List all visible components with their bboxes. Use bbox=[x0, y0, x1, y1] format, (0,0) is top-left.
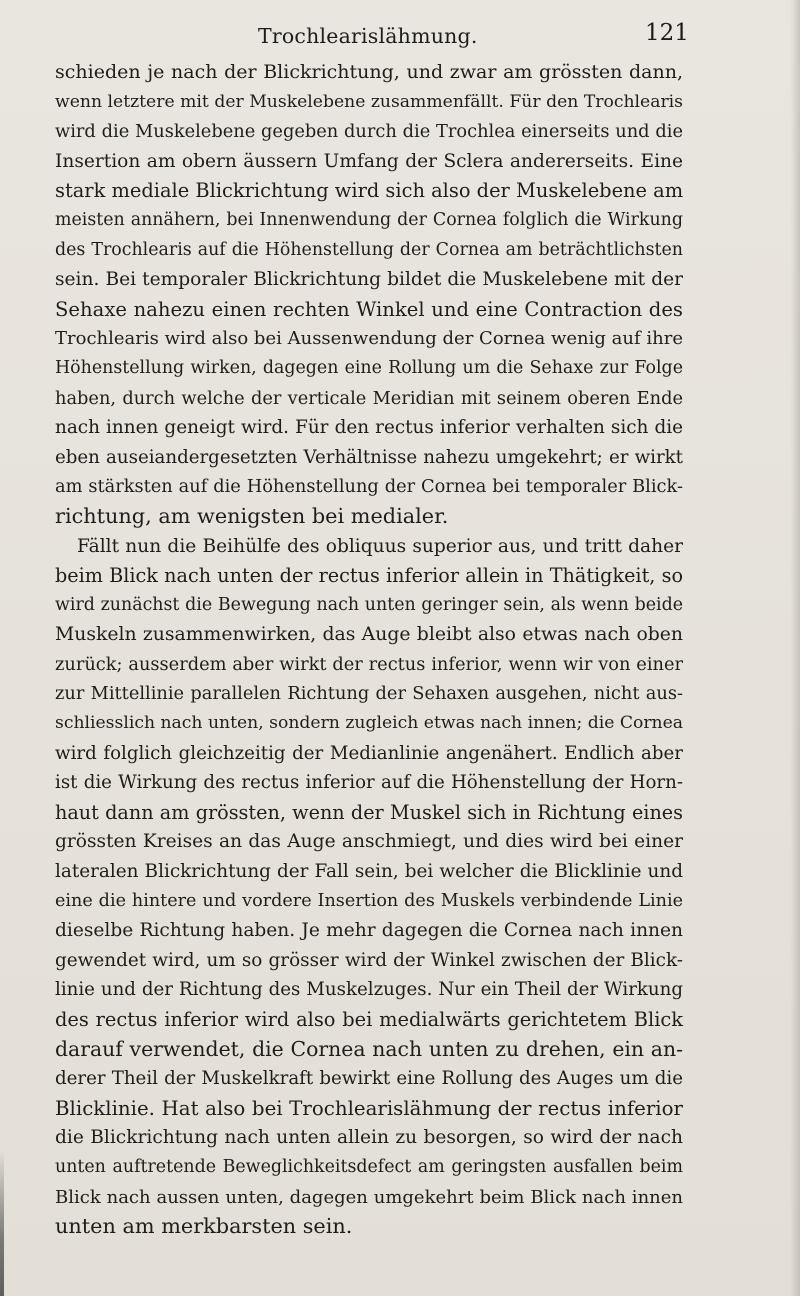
text-line: unten am merkbarsten sein. bbox=[55, 1214, 353, 1239]
text-line: lateralen Blickrichtung der Fall sein, bei welcher die Blicklinie und bbox=[55, 861, 683, 883]
text-line: unten auftretende Beweglichkeitsdefect am geringsten ausfallen beim bbox=[55, 1156, 683, 1177]
text-line: Sehaxe nahezu einen rechten Winkel und eine Contraction des bbox=[55, 297, 683, 321]
text-line: die Blickrichtung nach unten allein zu besorgen, so wird der nach bbox=[55, 1127, 683, 1149]
text-line: zur Mittellinie parallelen Richtung der Sehaxen ausgehen, nicht aus- bbox=[55, 683, 683, 705]
page-header bbox=[0, 20, 800, 60]
text-line: nach innen geneigt wird. Für den rectus inferior verhalten sich die bbox=[55, 417, 683, 439]
text-line: des Trochlearis auf die Höhenstellung der Cornea am beträchtlichsten bbox=[55, 239, 683, 260]
page-edge-shadow bbox=[790, 0, 800, 1296]
text-line: sein. Bei temporaler Blickrichtung bildet die Muskelebene mit der bbox=[55, 269, 683, 291]
text-line: derer Theil der Muskelkraft bewirkt eine Rollung des Auges um die bbox=[55, 1068, 683, 1090]
text-line: am stärksten auf die Höhenstellung der Cornea bei temporaler Blick- bbox=[55, 476, 683, 498]
text-line: wird folglich gleichzeitig der Medianlinie angenähert. Endlich aber bbox=[55, 742, 683, 764]
text-line: eben auseiandergesetzten Verhältnisse nahezu umgekehrt; er wirkt bbox=[55, 446, 683, 468]
text-line: des rectus inferior wird also bei medialwärts gerichtetem Blick bbox=[55, 1008, 683, 1031]
text-line: stark mediale Blickrichtung wird sich also der Muskelebene am bbox=[55, 179, 684, 203]
text-line: schliesslich nach unten, sondern zugleich etwas nach innen; die Cornea bbox=[55, 713, 684, 734]
text-line: meisten annähern, bei Innenwendung der Cornea folglich die Wirkung bbox=[55, 209, 683, 230]
text-line: Muskeln zusammenwirken, das Auge bleibt also etwas nach oben bbox=[55, 624, 683, 646]
text-line: darauf verwendet, die Cornea nach unten zu drehen, ein an- bbox=[55, 1036, 683, 1061]
text-line: beim Blick nach unten der rectus inferior allein in Thätigkeit, so bbox=[55, 564, 683, 588]
text-line: grössten Kreises an das Auge anschmiegt, und dies wird bei einer bbox=[55, 831, 683, 853]
body-text bbox=[55, 58, 683, 1242]
page-number: 121 bbox=[645, 20, 689, 46]
text-line: Blicklinie. Hat also bei Trochlearislähmung der rectus inferior bbox=[55, 1096, 683, 1120]
text-line: richtung, am wenigsten bei medialer. bbox=[55, 503, 449, 528]
text-line: Fällt nun die Beihülfe des obliquus superior aus, und tritt daher bbox=[77, 535, 683, 557]
text-line: Blick nach aussen unten, dagegen umgekehrt beim Blick nach innen bbox=[55, 1186, 683, 1208]
text-line: haben, durch welche der verticale Meridian mit seinem oberen Ende bbox=[55, 387, 683, 409]
text-line: haut dann am grössten, wenn der Muskel sich in Richtung eines bbox=[55, 800, 683, 824]
binding-edge-mark bbox=[0, 1150, 4, 1296]
text-line: eine die hintere und vordere Insertion des Muskels verbindende Linie bbox=[55, 890, 683, 911]
text-line: Insertion am obern äussern Umfang der Sclera andererseits. Eine bbox=[55, 150, 683, 172]
text-line: Trochlearis wird also bei Aussenwendung der Cornea wenig auf ihre bbox=[55, 328, 683, 350]
text-line: dieselbe Richtung haben. Je mehr dagegen die Cornea nach innen bbox=[55, 920, 683, 942]
text-line: schieden je nach der Blickrichtung, und zwar am grössten dann, bbox=[55, 61, 683, 83]
text-line: zurück; ausserdem aber wirkt der rectus inferior, wenn wir von einer bbox=[55, 653, 683, 675]
running-title: Trochlearislähmung. bbox=[258, 24, 478, 48]
text-line: wenn letztere mit der Muskelebene zusammenfällt. Für den Trochlearis bbox=[55, 91, 683, 112]
text-line: wird zunächst die Bewegung nach unten geringer sein, als wenn beide bbox=[55, 594, 683, 615]
text-line: gewendet wird, um so grösser wird der Winkel zwischen der Blick- bbox=[55, 949, 683, 971]
text-line: wird die Muskelebene gegeben durch die Trochlea einerseits und die bbox=[55, 121, 683, 143]
text-line: Höhenstellung wirken, dagegen eine Rollung um die Sehaxe zur Folge bbox=[55, 357, 683, 378]
text-line: ist die Wirkung des rectus inferior auf die Höhenstellung der Horn- bbox=[55, 772, 683, 794]
text-line: linie und der Richtung des Muskelzuges. Nur ein Theil der Wirkung bbox=[55, 979, 683, 1001]
